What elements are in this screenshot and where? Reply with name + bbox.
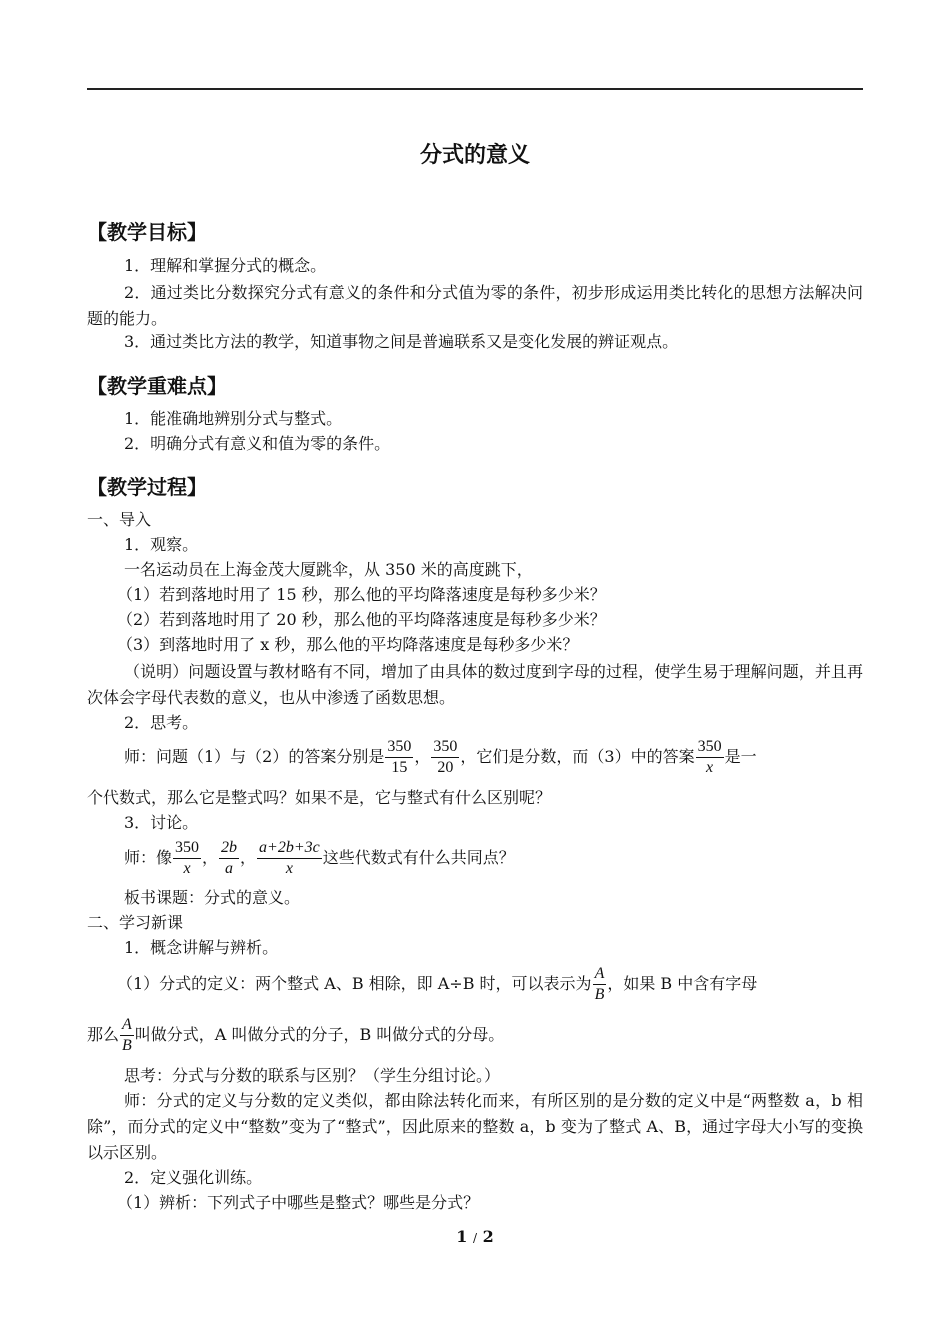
board-title: 板书课题：分式的意义。 [124, 888, 301, 907]
goal-1: 1．理解和掌握分式的概念。 [124, 256, 327, 275]
page-title: 分式的意义 [419, 142, 530, 168]
fraction-350-x-2: $\frac{350}{x}$ [175, 839, 200, 877]
observe-label: 1．观察。 [124, 535, 199, 554]
think-label: 2．思考。 [124, 713, 199, 732]
fraction-350-20: $\frac{350}{20}$ [433, 738, 458, 776]
question-1: （1）若到落地时用了 15 秒，那么他的平均降落速度是每秒多少米？ [117, 585, 606, 604]
think-question: 思考：分式与分数的联系与区别？（学生分组讨论。） [124, 1066, 501, 1085]
teacher-paragraph: 师：分式的定义与分数的定义类似，都由除法转化而来，有所区别的是分数的定义中是“两整数 a，b 相除”，而分式的定义中“整数”变为了“整式”，因此原来的整数 a，b 变为了整式 A、B，通过字母大小写的变换以示区别。 [87, 1091, 863, 1162]
fraction-A-B-2: $\frac{A}{B}$ [122, 1016, 132, 1054]
fraction-A-B: $\frac{A}{B}$ [594, 965, 605, 1003]
question-3: （3）到落地时用了 x 秒，那么他的平均降落速度是每秒多少米？ [117, 635, 579, 654]
section-process: 【教学过程】 [87, 475, 207, 499]
discuss-line: 师：像 $\frac{350}{x}$ ， $\frac{2b}{a}$ ， $\frac{a+2b+3c}{x}$ 这些代数式有什么共同点？ [124, 839, 515, 877]
page-number: 1 / 2 [456, 1227, 494, 1246]
keypoint-2: 2．明确分式有意义和值为零的条件。 [124, 434, 391, 453]
keypoint-1: 1．能准确地辨别分式与整式。 [124, 409, 343, 428]
fraction-sum-x: $\frac{a+2b+3c}{x}$ [259, 839, 320, 877]
definition-line-cont: 那么 $\frac{A}{B}$ 叫做分式，A 叫做分式的分子，B 叫做分式的分母。 [87, 1016, 505, 1054]
definition-line: （1）分式的定义：两个整式 A、B 相除，即 A÷B 时，可以表示为 $\frac{A}{B}$ ，如果 B 中含有字母 [117, 965, 758, 1003]
concept-label: 1．概念讲解与辨析。 [124, 938, 279, 957]
judge-question: （1）辨析：下列式子中哪些是整式？哪些是分式？ [117, 1193, 480, 1212]
training-label: 2．定义强化训练。 [124, 1168, 263, 1187]
new-lesson-heading: 二、学习新课 [87, 913, 184, 932]
think-line-cont: 个代数式，那么它是整式吗？如果不是，它与整式有什么区别呢？ [87, 788, 552, 807]
question-2: （2）若到落地时用了 20 秒，那么他的平均降落速度是每秒多少米？ [117, 610, 606, 629]
discuss-label: 3．讨论。 [124, 813, 199, 832]
intro-heading: 一、导入 [87, 510, 152, 529]
think-line: 师：问题（1）与（2）的答案分别是 $\frac{350}{15}$ ， $\frac{350}{20}$ ，它们是分数，而（3）中的答案 $\frac{350}{x}$ 是一 [124, 738, 757, 776]
goal-3: 3．通过类比方法的教学，知道事物之间是普遍联系又是变化发展的辨证观点。 [124, 332, 679, 351]
section-goals: 【教学目标】 [87, 220, 207, 244]
section-keypoints: 【教学重难点】 [87, 374, 227, 398]
note-paragraph: （说明）问题设置与教材略有不同，增加了由具体的数过度到字母的过程，使学生易于理解问题，并且再次体会字母代表数的意义，也从中渗透了函数思想。 [87, 662, 863, 707]
fraction-350-x: $\frac{350}{x}$ [697, 738, 722, 776]
goal-2: 2．通过类比分数探究分式有意义的条件和分式值为零的条件，初步形成运用类比转化的思想方法解决问题的能力。 [87, 283, 863, 328]
fraction-2b-a: $\frac{2b}{a}$ [221, 839, 238, 877]
fraction-350-15: $\frac{350}{15}$ [387, 738, 412, 776]
story-text: 一名运动员在上海金茂大厦跳伞，从 350 米的高度跳下， [124, 560, 533, 579]
header-rule [87, 88, 863, 90]
